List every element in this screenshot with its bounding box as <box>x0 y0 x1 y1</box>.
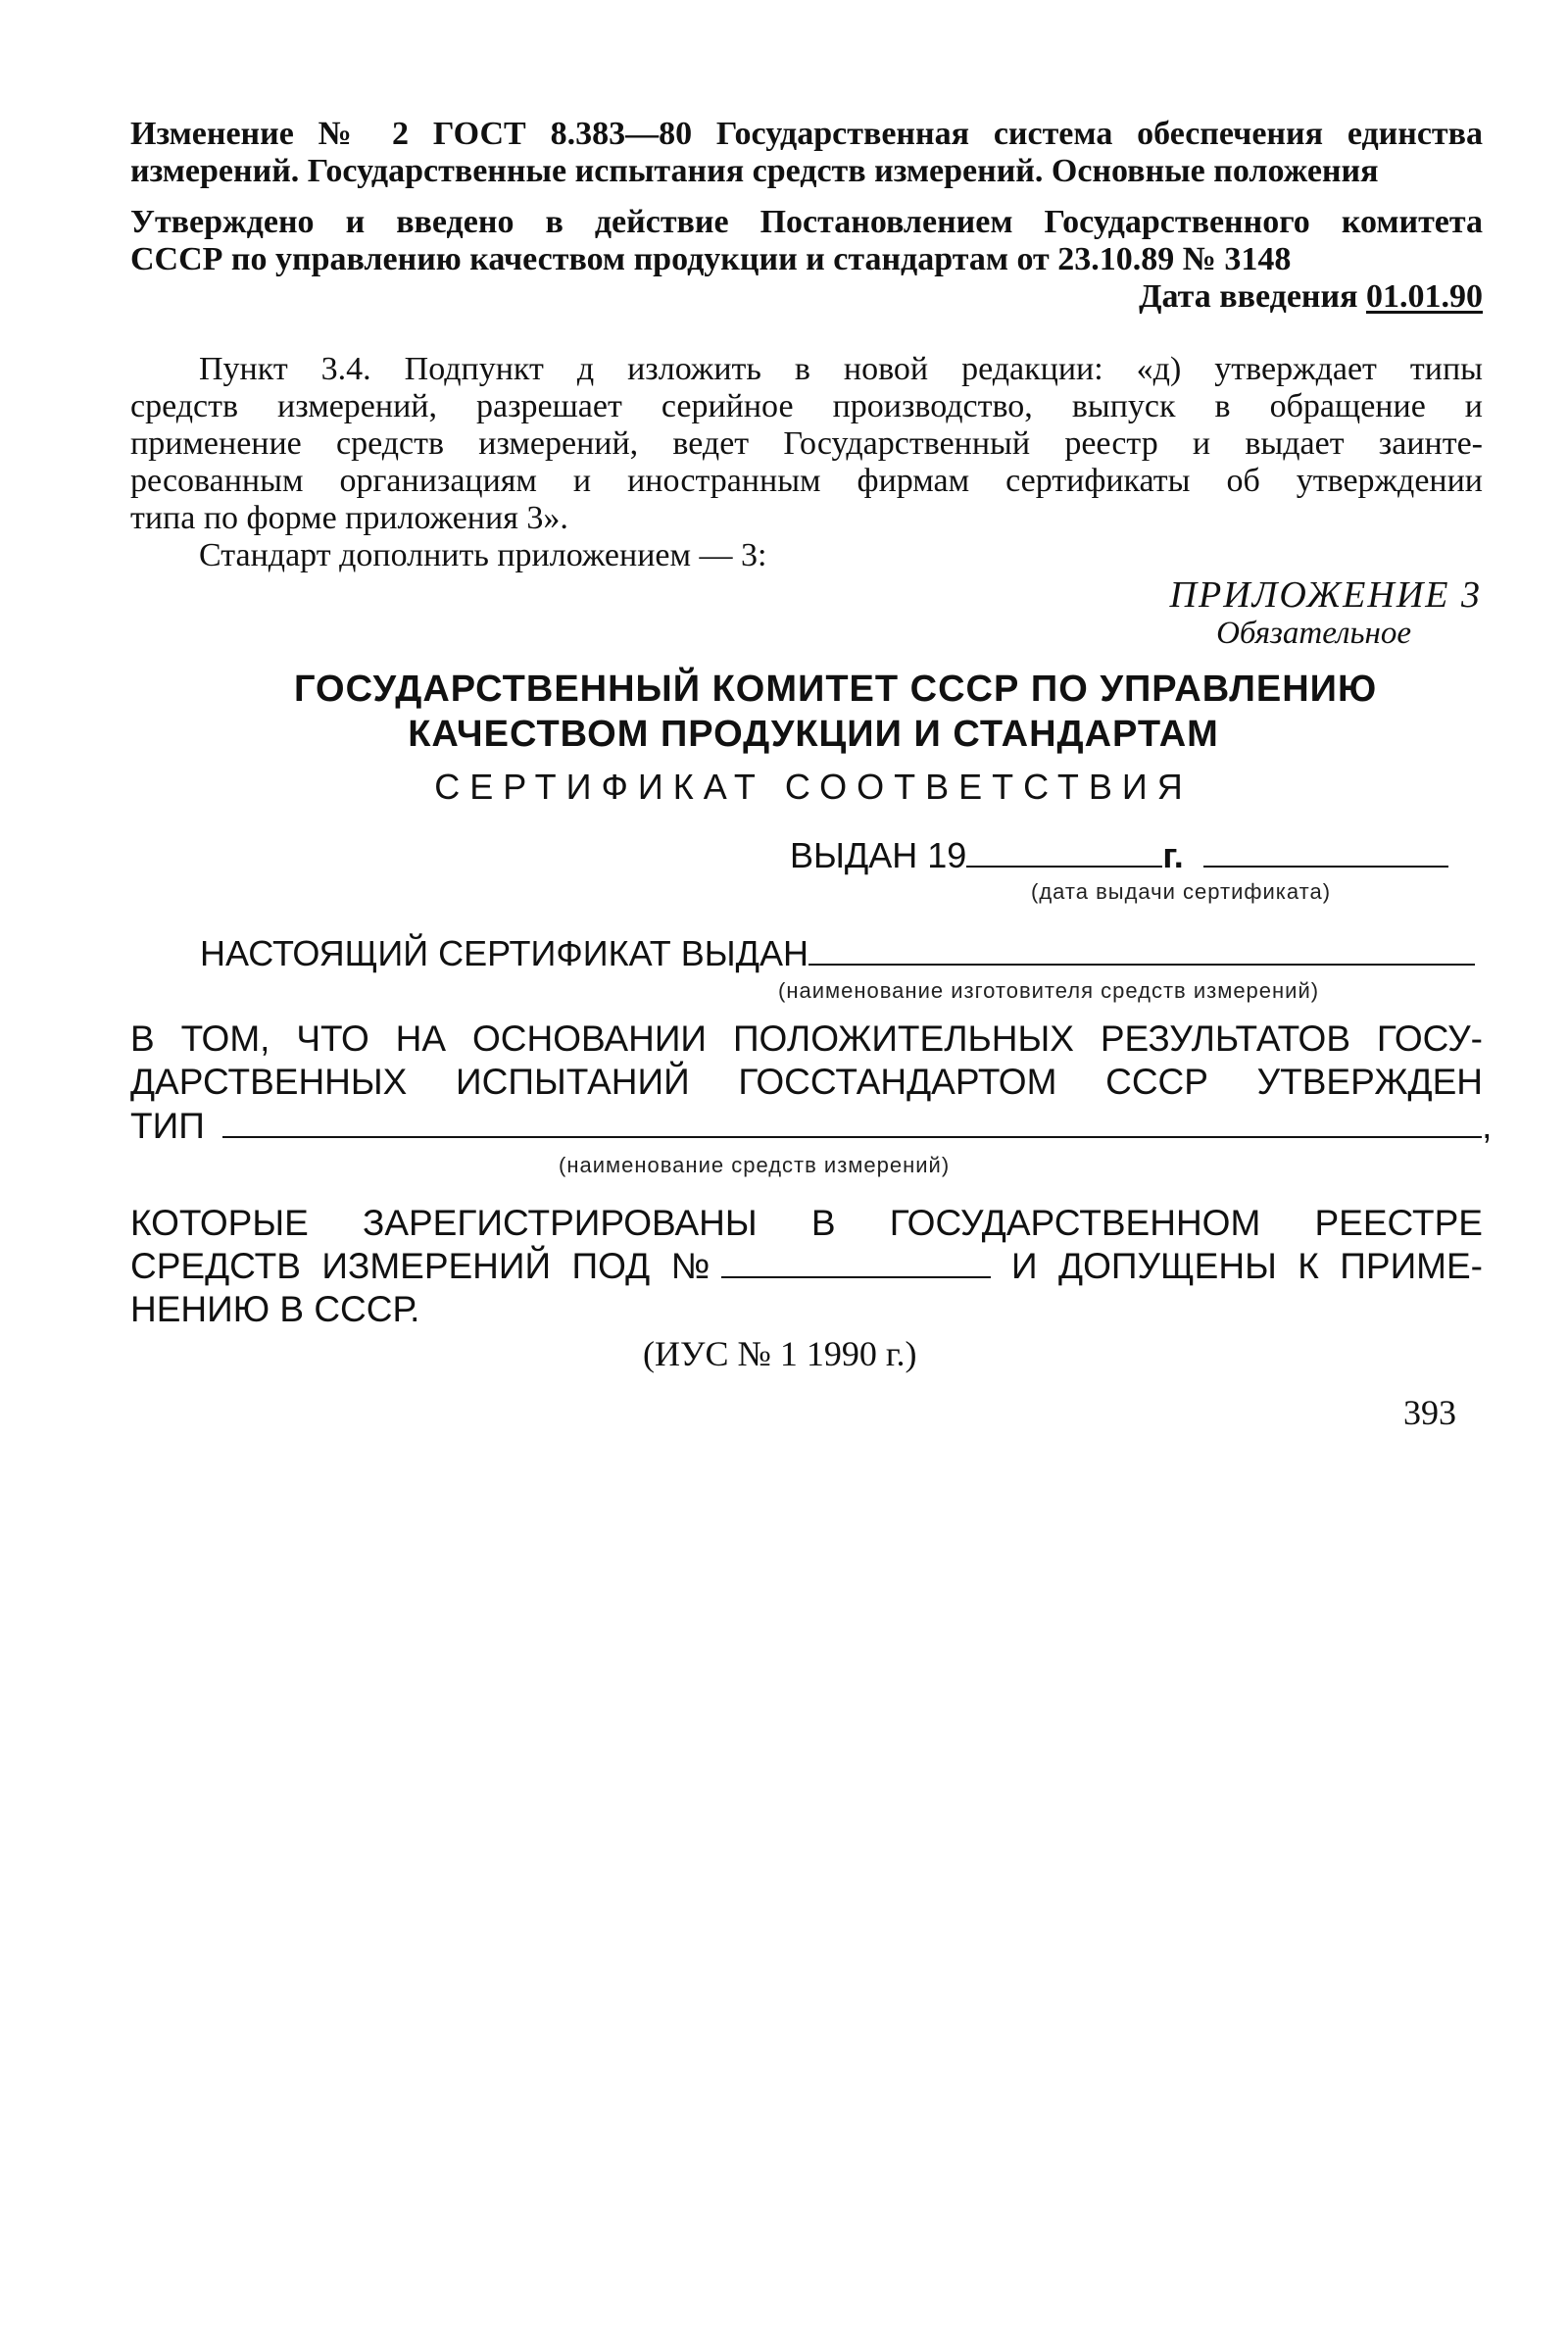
issuing-organization <box>294 667 1378 757</box>
amendment-title-line-1: Изменение № 2 ГОСТ 8.383—80 Государственная система обеспечения единства <box>130 116 1483 152</box>
type-comma: , <box>1482 1106 1493 1146</box>
manufacturer-note: (наименование изготовителя средств измерений) <box>778 978 1320 1003</box>
registration-number-blank[interactable] <box>721 1276 991 1278</box>
issued-date-blank[interactable] <box>1203 866 1448 868</box>
instrument-type-note: (наименование средств измерений) <box>559 1153 951 1177</box>
registration-statement <box>130 1202 1483 1331</box>
type-row <box>130 1106 1492 1147</box>
approval-line-1: Утверждено и введено в действие Постановлением Государственного комитета <box>130 204 1483 240</box>
paragraph-line-1: Пункт 3.4. Подпункт д изложить в новой редакции: «д) утверждает типы <box>199 351 1483 387</box>
issued-year-blank[interactable] <box>966 866 1162 868</box>
appendix-status: Обязательное <box>1216 616 1411 651</box>
page-number: 393 <box>1403 1393 1456 1432</box>
issued-date-note: (дата выдачи сертификата) <box>1031 879 1332 904</box>
approval-line-2: СССР по управлению качеством продукции и стандартам от 23.10.89 № 3148 <box>130 241 1292 277</box>
manufacturer-blank[interactable] <box>808 964 1475 966</box>
paragraph-line-2: средств измерений, разрешает серийное производство, выпуск в обращение и <box>130 388 1483 424</box>
organization-line-1: ГОСУДАРСТВЕННЫЙ КОМИТЕТ СССР ПО УПРАВЛЕНИЮ <box>294 669 1378 710</box>
source-reference: (ИУС № 1 1990 г.) <box>643 1334 917 1373</box>
issued-to-label: НАСТОЯЩИЙ СЕРТИФИКАТ ВЫДАН <box>200 933 809 973</box>
paragraph-line-4: ресованным организациям и иностранным фирмам сертификаты об утверждении <box>130 463 1483 499</box>
supplement-line: Стандарт дополнить приложением — 3: <box>199 537 767 573</box>
amendment-title <box>130 116 1483 190</box>
amendment-paragraph <box>130 351 1483 574</box>
basis-line-1: В ТОМ, ЧТО НА ОСНОВАНИИ ПОЛОЖИТЕЛЬНЫХ РЕЗУЛЬТАТОВ ГОСУ- <box>130 1018 1483 1059</box>
issued-year-suffix: г. <box>1162 835 1184 875</box>
appendix-label: ПРИЛОЖЕНИЕ 3 <box>1169 574 1482 616</box>
paragraph-line-5: типа по форме приложения 3». <box>130 500 568 536</box>
registration-line-2-end: И ДОПУЩЕНЫ К ПРИМЕ- <box>1010 1246 1483 1286</box>
type-label: ТИП <box>130 1106 205 1146</box>
effective-date-label: Дата введения <box>1139 278 1358 315</box>
effective-date <box>130 278 1483 316</box>
registration-line-1: КОТОРЫЕ ЗАРЕГИСТРИРОВАНЫ В ГОСУДАРСТВЕННОМ РЕЕСТРЕ <box>130 1203 1483 1243</box>
registration-number-label: СРЕДСТВ ИЗМЕРЕНИЙ ПОД № <box>130 1246 721 1286</box>
certificate-title: СЕРТИФИКАТ СООТВЕТСТВИЯ <box>434 767 1193 807</box>
effective-date-value: 01.01.90 <box>1366 278 1483 315</box>
instrument-type-blank[interactable] <box>222 1136 1482 1138</box>
issued-prefix: ВЫДАН 19 <box>790 835 967 875</box>
registration-line-3: НЕНИЮ В СССР. <box>130 1289 420 1329</box>
issued-date-row <box>790 835 1448 876</box>
basis-line-2: ДАРСТВЕННЫХ ИСПЫТАНИЙ ГОССТАНДАРТОМ СССР УТВЕРЖДЕН <box>130 1062 1483 1102</box>
paragraph-line-3: применение средств измерений, ведет Государственный реестр и выдает заинте- <box>130 425 1483 462</box>
approval-statement <box>130 204 1483 316</box>
issued-to-row <box>200 933 1475 974</box>
registration-line-2 <box>130 1245 1483 1288</box>
basis-statement <box>130 1018 1483 1104</box>
organization-line-2: КАЧЕСТВОМ ПРОДУКЦИИ И СТАНДАРТАМ <box>408 714 1219 755</box>
amendment-title-line-2: измерений. Государственные испытания средств измерений. Основные положения <box>130 153 1379 189</box>
